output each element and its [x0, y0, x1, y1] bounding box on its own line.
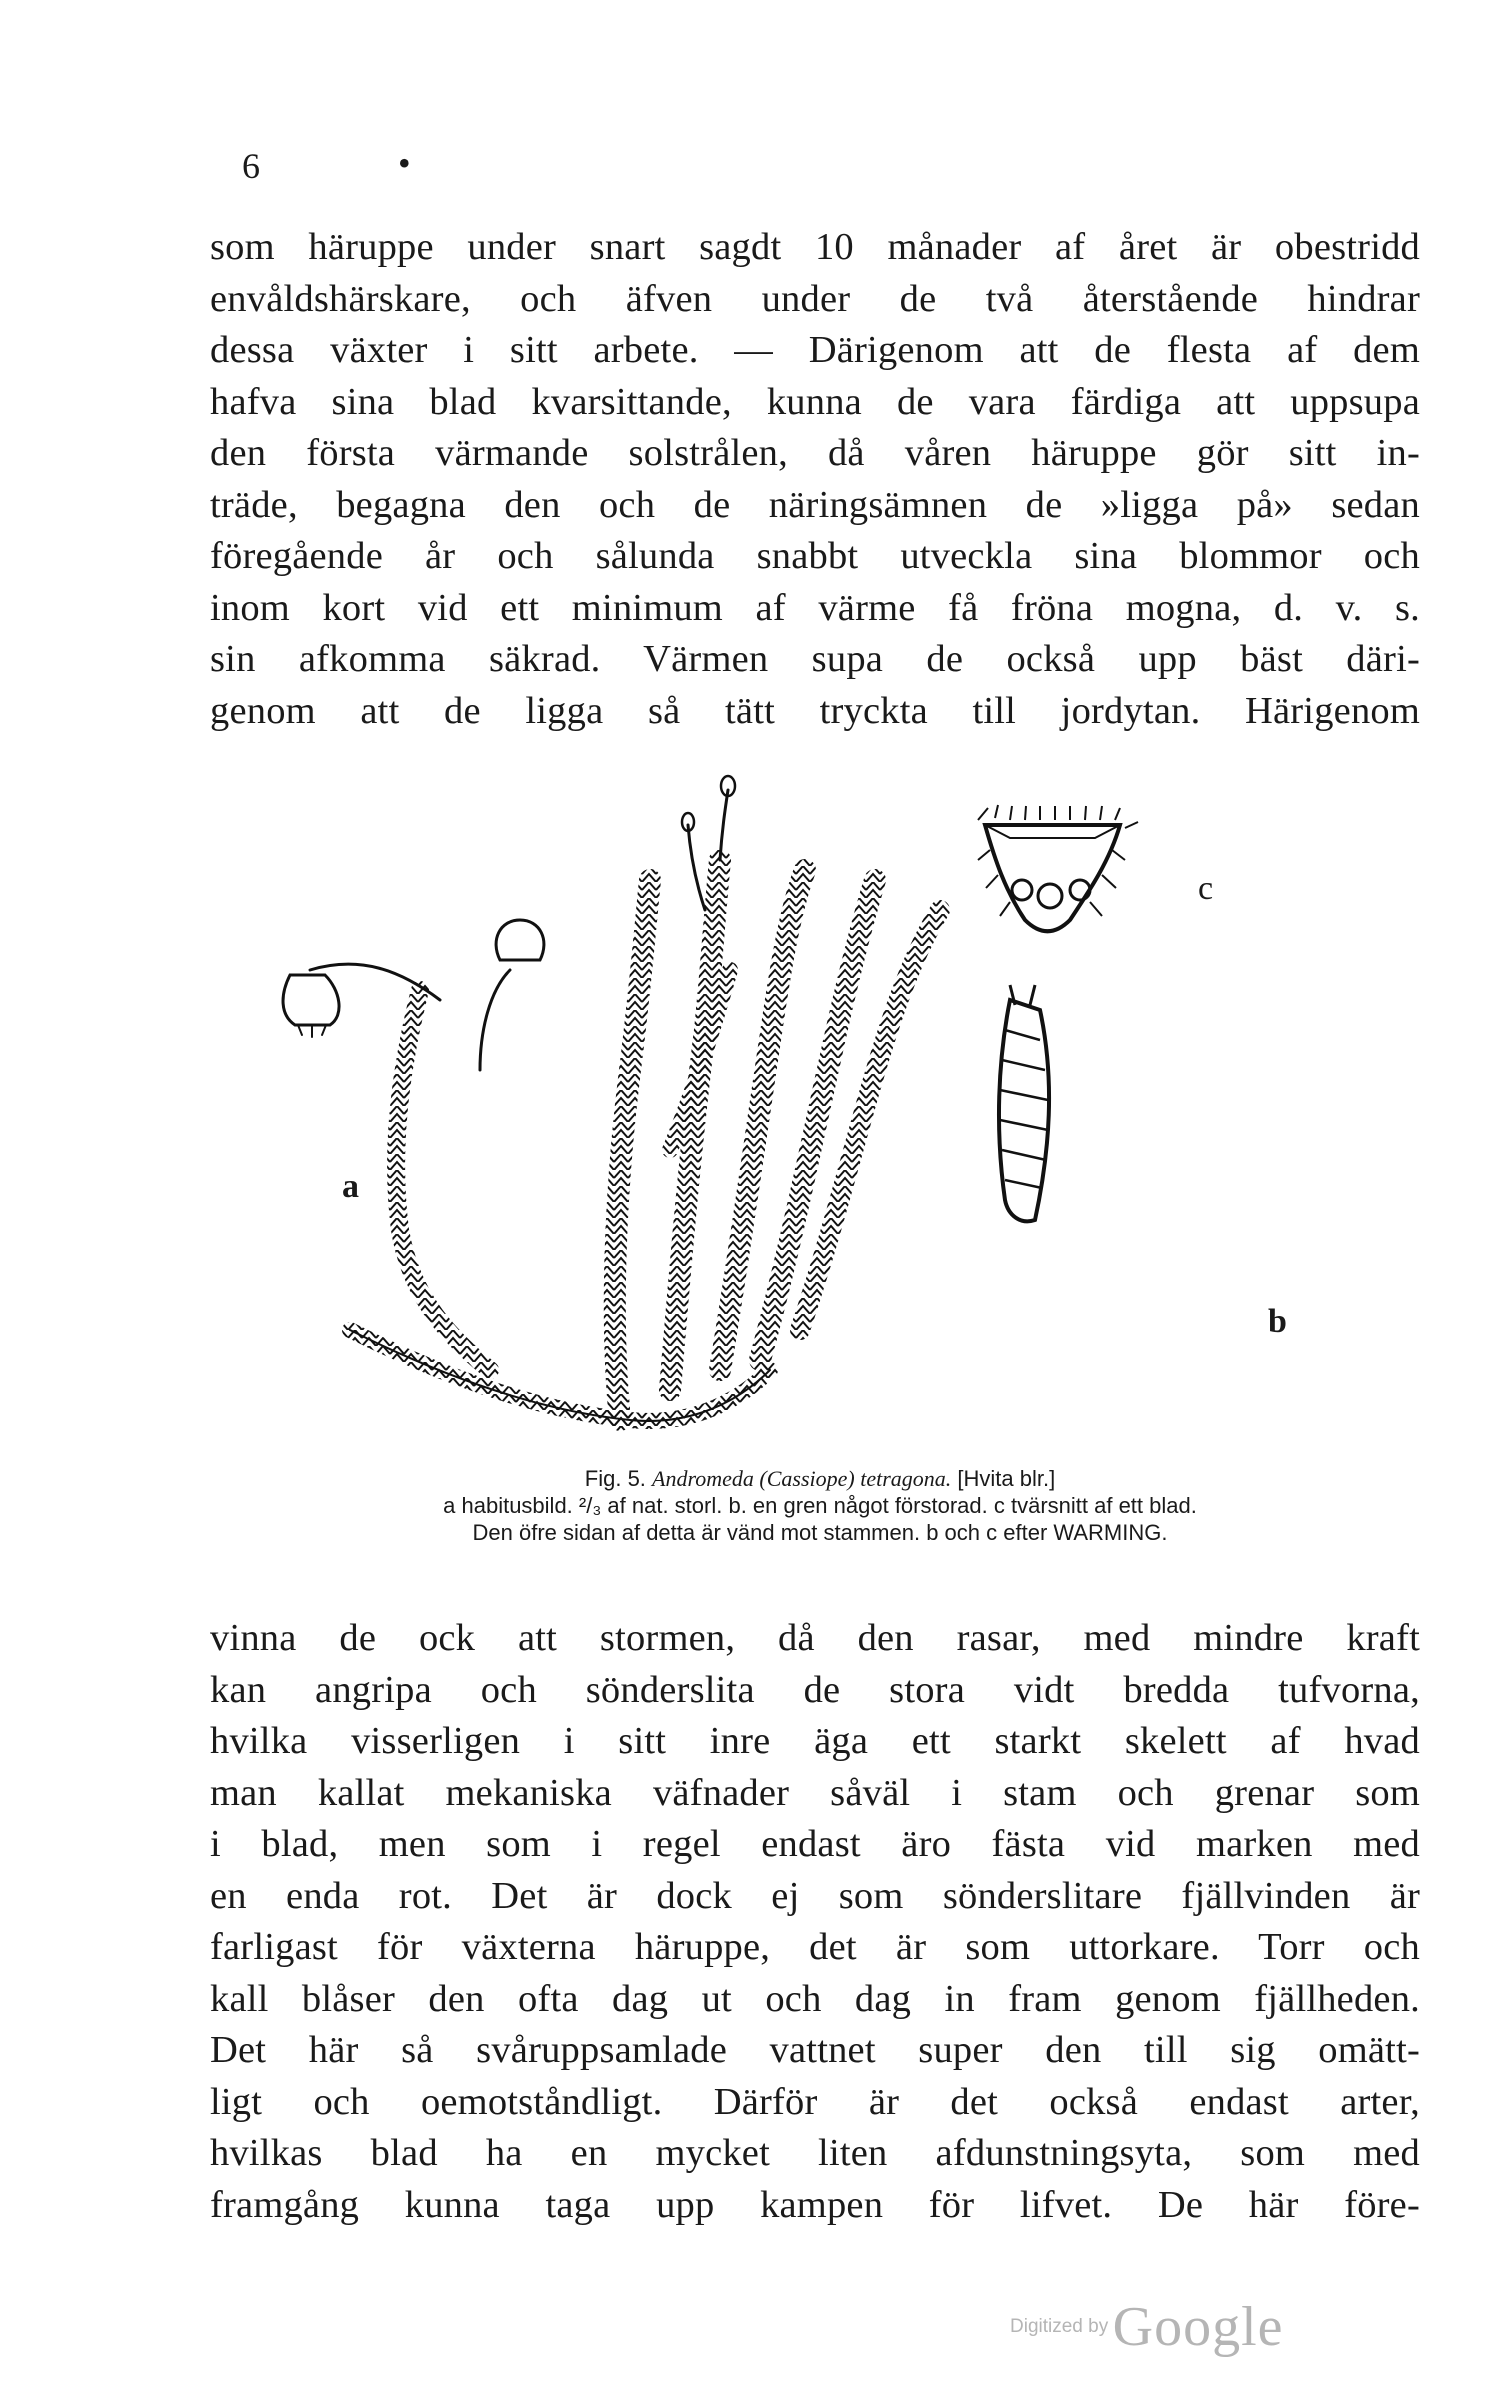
- text-line: den första värmande solstrålen, då våren häruppe gör sitt in-: [210, 432, 1420, 474]
- text-line: en enda rot. Det är dock ej som sönderslitare fjällvinden är: [210, 1874, 1420, 1917]
- text-line: hvilka visserligen i sitt inre äga ett starkt skelett af hvad: [210, 1720, 1420, 1762]
- text-line: kall blåser den ofta dag ut och dag in fram genom fjällheden.: [210, 1977, 1420, 2020]
- branch-detail-b: [999, 985, 1049, 1221]
- watermark-prefix: Digitized by: [1010, 2316, 1109, 2337]
- text-line: föregående år och sålunda snabbt utveckla sina blommor och: [210, 535, 1420, 577]
- text-line: i blad, men som i regel endast äro fästa vid marken med: [210, 1823, 1420, 1865]
- google-logo: Google: [1112, 2296, 1284, 2358]
- page-marker: •: [398, 143, 411, 183]
- text-line: sin afkomma säkrad. Värmen supa de också upp bäst däri-: [210, 638, 1420, 680]
- paragraph-1: [210, 222, 1420, 737]
- page-number: 6: [242, 146, 260, 186]
- text-line: hafva sina blad kvarsittande, kunna de vara färdiga att uppsupa: [210, 380, 1420, 423]
- text-line: dessa växter i sitt arbete. — Därigenom att de flesta af dem: [210, 329, 1420, 371]
- caption-species: Andromeda (Cassiope) tetragona.: [652, 1466, 952, 1491]
- caption-note: [Hvita blr.]: [957, 1466, 1056, 1491]
- text-line: man kallat mekaniska väfnader såväl i stam och grenar som: [210, 1771, 1420, 1814]
- text-line: genom att de ligga så tätt tryckta till jordytan. Härigenom: [210, 689, 1420, 732]
- text-line: hvilkas blad ha en mycket liten afdunstningsyta, som med: [210, 2132, 1420, 2174]
- text-line: träde, begagna den och de näringsämnen de »ligga på» sedan: [210, 483, 1420, 526]
- botanical-figure: [250, 770, 1380, 1470]
- digitized-watermark: [1010, 2295, 1284, 2359]
- plant-a: [283, 776, 940, 1421]
- text-line: kan angripa och sönderslita de stora vidt bredda tufvorna,: [210, 1668, 1420, 1711]
- text-line: inom kort vid ett minimum af värme få fröna mogna, d. v. s.: [210, 586, 1420, 629]
- text-line: som häruppe under snart sagdt 10 månader af året är obestridd: [210, 226, 1420, 268]
- text-line: Det här så svåruppsamlade vattnet super den till sig omätt-: [210, 2029, 1420, 2071]
- figure-label-b: b: [1268, 1303, 1287, 1340]
- text-line: farligast för växterna häruppe, det är som uttorkare. Torr och: [210, 1926, 1420, 1968]
- text-line: framgång kunna taga upp kampen för lifvet. De här före-: [210, 2183, 1420, 2226]
- figure-caption-line-2: a habitusbild. ²/₃ af nat. storl. b. en gren något förstorad. c tvärsnitt af ett blad.: [443, 1493, 1197, 1518]
- paragraph-2: [210, 1613, 1420, 2231]
- figure-label-c: c: [1198, 870, 1214, 907]
- leaf-cross-section-c: [978, 805, 1138, 931]
- text-line: ligt och oemotståndligt. Därför är det också endast arter,: [210, 2080, 1420, 2123]
- text-line: envåldshärskare, och äfven under de två återstående hindrar: [210, 277, 1420, 320]
- figure-caption-title: [240, 1465, 1400, 1492]
- figure-caption-line-3: Den öfre sidan af detta är vänd mot stammen. b och c efter WARMING.: [472, 1520, 1168, 1545]
- caption-fig-number: Fig. 5.: [584, 1466, 646, 1491]
- text-line: vinna de ock att stormen, då den rasar, med mindre kraft: [210, 1617, 1420, 1659]
- figure-label-a: a: [342, 1168, 359, 1205]
